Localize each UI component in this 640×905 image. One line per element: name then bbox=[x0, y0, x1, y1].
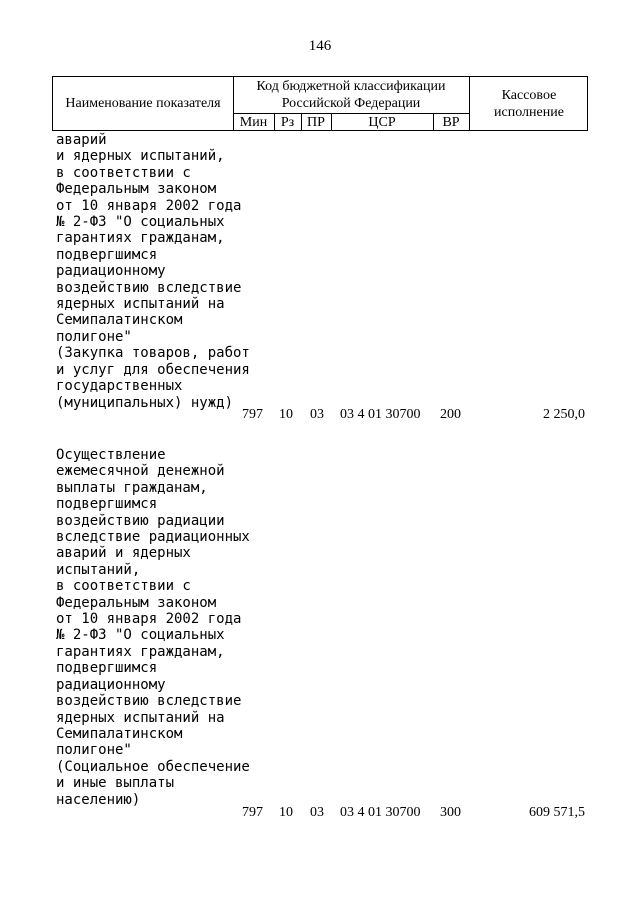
row-1-csr: 03 4 01 30700 bbox=[340, 407, 421, 422]
row-2-min: 797 bbox=[242, 805, 263, 820]
row-2-pr: 03 bbox=[310, 805, 324, 820]
row-1-pr: 03 bbox=[310, 407, 324, 422]
header-vr: ВР bbox=[442, 115, 460, 130]
row-2-rz: 10 bbox=[279, 805, 293, 820]
row-1-amount: 2 250,0 bbox=[543, 407, 585, 422]
row-1-vr: 200 bbox=[440, 407, 461, 422]
row-2-csr: 03 4 01 30700 bbox=[340, 805, 421, 820]
row-2-name: Осуществление ежемесячной денежной выплаты гражданам, подвергшимся воздействию радиации вследствие радиационных аварий и ядерных испытаний, в соответствии с Федеральным законом от 10 января 2002 года № 2-ФЗ "О социальных гарантиях гражданам, подвергшимся радиационному воздействию вследствие ядерных испытаний на Семипалатинском полигоне" (Социальное обеспечение и иные выплаты населению) bbox=[56, 447, 250, 808]
header-pr: ПР bbox=[307, 115, 325, 130]
table-header bbox=[52, 76, 588, 131]
header-cash-line2: исполнение bbox=[494, 105, 564, 120]
row-2-vr: 300 bbox=[440, 805, 461, 820]
header-code-group-line1: Код бюджетной классификации bbox=[256, 79, 446, 94]
header-code-group-line2: Российской Федерации bbox=[281, 96, 421, 111]
row-1-name: аварий и ядерных испытаний, в соответствии с Федеральным законом от 10 января 2002 года № 2-ФЗ "О социальных гарантиях гражданам, подвергшимся радиационному воздействию вследствие ядерных испытаний на Семипалатинском полигоне" (Закупка товаров, работ и услуг для обеспечения государственных (муниципальных) нужд) bbox=[56, 132, 250, 411]
header-indicator: Наименование показателя bbox=[65, 96, 221, 111]
row-1-min: 797 bbox=[242, 407, 263, 422]
row-2-amount: 609 571,5 bbox=[529, 805, 585, 820]
header-csr: ЦСР bbox=[368, 115, 396, 130]
header-rz: Рз bbox=[280, 115, 295, 130]
header-cash-line1: Кассовое bbox=[501, 88, 557, 103]
page-number: 146 bbox=[308, 38, 332, 54]
row-1-rz: 10 bbox=[279, 407, 293, 422]
header-min: Мин bbox=[239, 115, 268, 130]
